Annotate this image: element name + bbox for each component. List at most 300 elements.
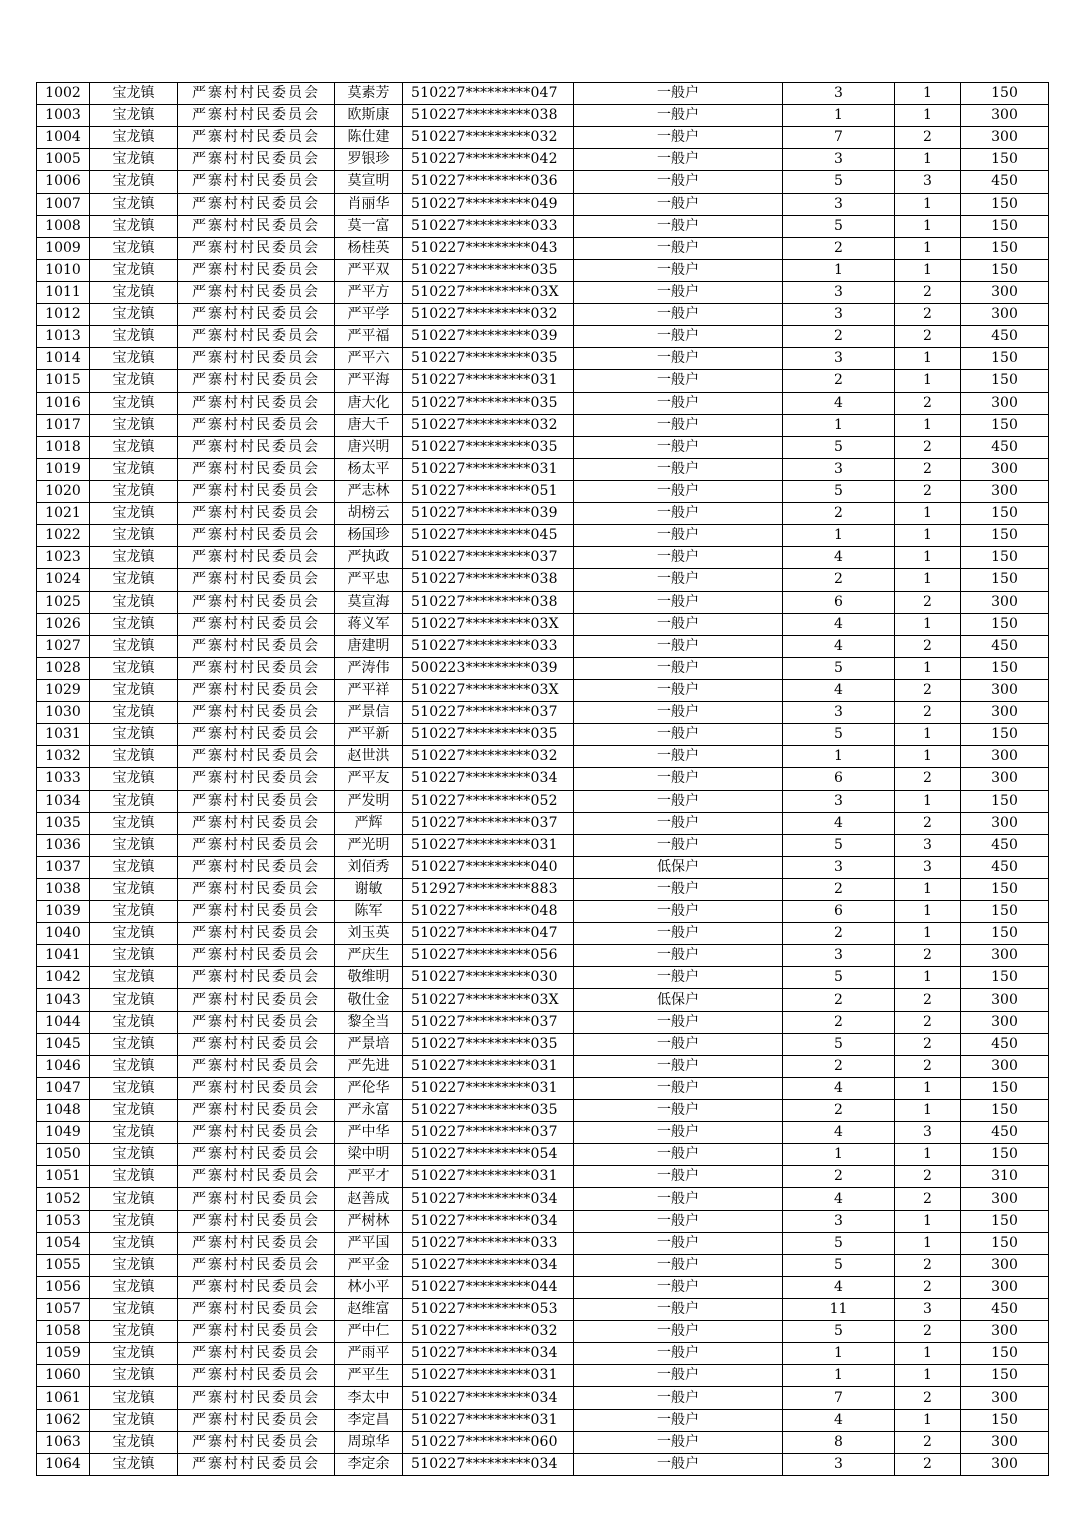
household-type-cell: 低保户	[574, 856, 783, 878]
amount-cell: 150	[961, 193, 1049, 215]
town-cell: 宝龙镇	[90, 790, 178, 812]
town-cell: 宝龙镇	[90, 657, 178, 679]
idcard-cell: 510227*********037	[403, 702, 574, 724]
family-size-cell: 3	[783, 193, 895, 215]
subsidy-count-cell: 1	[895, 193, 961, 215]
table-row	[37, 702, 1049, 724]
amount-cell: 450	[961, 171, 1049, 193]
village-cell: 严寨村村民委员会	[178, 149, 335, 171]
subsidy-count-cell: 1	[895, 1343, 961, 1365]
subsidy-count-cell: 1	[895, 1077, 961, 1099]
amount-cell: 150	[961, 1144, 1049, 1166]
village-cell: 严寨村村民委员会	[178, 547, 335, 569]
idcard-cell: 510227*********03X	[403, 613, 574, 635]
amount-cell: 150	[961, 1343, 1049, 1365]
name-cell: 刘玉英	[335, 923, 403, 945]
household-type-cell: 一般户	[574, 1299, 783, 1321]
town-cell: 宝龙镇	[90, 1431, 178, 1453]
amount-cell: 450	[961, 635, 1049, 657]
town-cell: 宝龙镇	[90, 1055, 178, 1077]
name-cell: 林小平	[335, 1276, 403, 1298]
seq-cell: 1022	[37, 525, 90, 547]
household-type-cell: 一般户	[574, 1431, 783, 1453]
table-row	[37, 480, 1049, 502]
town-cell: 宝龙镇	[90, 237, 178, 259]
household-type-cell: 一般户	[574, 1144, 783, 1166]
subsidy-count-cell: 1	[895, 348, 961, 370]
seq-cell: 1050	[37, 1144, 90, 1166]
town-cell: 宝龙镇	[90, 679, 178, 701]
idcard-cell: 510227*********047	[403, 83, 574, 105]
name-cell: 严景信	[335, 702, 403, 724]
subsidy-count-cell: 2	[895, 1254, 961, 1276]
table-row	[37, 1188, 1049, 1210]
idcard-cell: 510227*********034	[403, 1188, 574, 1210]
town-cell: 宝龙镇	[90, 1409, 178, 1431]
seq-cell: 1010	[37, 259, 90, 281]
name-cell: 谢敏	[335, 878, 403, 900]
amount-cell: 300	[961, 1453, 1049, 1475]
town-cell: 宝龙镇	[90, 834, 178, 856]
name-cell: 严景培	[335, 1033, 403, 1055]
family-size-cell: 5	[783, 657, 895, 679]
village-cell: 严寨村村民委员会	[178, 193, 335, 215]
seq-cell: 1059	[37, 1343, 90, 1365]
name-cell: 赵世洪	[335, 746, 403, 768]
subsidy-count-cell: 1	[895, 724, 961, 746]
village-cell: 严寨村村民委员会	[178, 812, 335, 834]
subsidy-count-cell: 2	[895, 768, 961, 790]
family-size-cell: 4	[783, 1276, 895, 1298]
village-cell: 严寨村村民委员会	[178, 392, 335, 414]
household-type-cell: 一般户	[574, 923, 783, 945]
amount-cell: 450	[961, 856, 1049, 878]
town-cell: 宝龙镇	[90, 1365, 178, 1387]
town-cell: 宝龙镇	[90, 1453, 178, 1475]
idcard-cell: 510227*********035	[403, 1033, 574, 1055]
subsidy-count-cell: 1	[895, 1365, 961, 1387]
name-cell: 杨国珍	[335, 525, 403, 547]
town-cell: 宝龙镇	[90, 768, 178, 790]
idcard-cell: 510227*********037	[403, 1011, 574, 1033]
amount-cell: 150	[961, 259, 1049, 281]
table-row	[37, 967, 1049, 989]
subsidy-count-cell: 1	[895, 525, 961, 547]
town-cell: 宝龙镇	[90, 591, 178, 613]
seq-cell: 1021	[37, 503, 90, 525]
village-cell: 严寨村村民委员会	[178, 834, 335, 856]
town-cell: 宝龙镇	[90, 149, 178, 171]
amount-cell: 310	[961, 1166, 1049, 1188]
table-row	[37, 326, 1049, 348]
village-cell: 严寨村村民委员会	[178, 635, 335, 657]
name-cell: 严平才	[335, 1166, 403, 1188]
household-type-cell: 一般户	[574, 834, 783, 856]
idcard-cell: 510227*********035	[403, 392, 574, 414]
name-cell: 罗银珍	[335, 149, 403, 171]
household-type-cell: 一般户	[574, 1100, 783, 1122]
table-row	[37, 370, 1049, 392]
idcard-cell: 510227*********032	[403, 414, 574, 436]
subsidy-count-cell: 1	[895, 370, 961, 392]
subsidy-count-cell: 2	[895, 458, 961, 480]
amount-cell: 300	[961, 458, 1049, 480]
household-type-cell: 一般户	[574, 613, 783, 635]
household-type-cell: 一般户	[574, 724, 783, 746]
seq-cell: 1037	[37, 856, 90, 878]
subsidy-count-cell: 1	[895, 414, 961, 436]
idcard-cell: 510227*********037	[403, 547, 574, 569]
subsidy-count-cell: 1	[895, 790, 961, 812]
table-row	[37, 259, 1049, 281]
idcard-cell: 510227*********038	[403, 569, 574, 591]
amount-cell: 150	[961, 657, 1049, 679]
table-row	[37, 923, 1049, 945]
idcard-cell: 510227*********032	[403, 304, 574, 326]
idcard-cell: 510227*********031	[403, 1166, 574, 1188]
name-cell: 严平学	[335, 304, 403, 326]
subsidy-count-cell: 1	[895, 215, 961, 237]
idcard-cell: 510227*********045	[403, 525, 574, 547]
name-cell: 严先进	[335, 1055, 403, 1077]
family-size-cell: 5	[783, 724, 895, 746]
household-type-cell: 一般户	[574, 215, 783, 237]
town-cell: 宝龙镇	[90, 1144, 178, 1166]
seq-cell: 1014	[37, 348, 90, 370]
idcard-cell: 510227*********034	[403, 1210, 574, 1232]
name-cell: 黎全当	[335, 1011, 403, 1033]
household-type-cell: 一般户	[574, 259, 783, 281]
family-size-cell: 5	[783, 215, 895, 237]
table-row	[37, 1033, 1049, 1055]
idcard-cell: 512927*********883	[403, 878, 574, 900]
amount-cell: 300	[961, 392, 1049, 414]
amount-cell: 150	[961, 83, 1049, 105]
amount-cell: 300	[961, 304, 1049, 326]
name-cell: 严平忠	[335, 569, 403, 591]
household-type-cell: 一般户	[574, 679, 783, 701]
table-row	[37, 304, 1049, 326]
family-size-cell: 2	[783, 370, 895, 392]
name-cell: 严平国	[335, 1232, 403, 1254]
idcard-cell: 510227*********053	[403, 1299, 574, 1321]
subsidy-count-cell: 1	[895, 149, 961, 171]
household-type-cell: 一般户	[574, 1365, 783, 1387]
village-cell: 严寨村村民委员会	[178, 679, 335, 701]
subsidy-count-cell: 2	[895, 480, 961, 502]
amount-cell: 300	[961, 746, 1049, 768]
household-type-cell: 一般户	[574, 304, 783, 326]
amount-cell: 150	[961, 878, 1049, 900]
family-size-cell: 1	[783, 414, 895, 436]
seq-cell: 1030	[37, 702, 90, 724]
household-type-cell: 一般户	[574, 746, 783, 768]
seq-cell: 1048	[37, 1100, 90, 1122]
name-cell: 唐建明	[335, 635, 403, 657]
name-cell: 严平生	[335, 1365, 403, 1387]
amount-cell: 300	[961, 1254, 1049, 1276]
town-cell: 宝龙镇	[90, 1387, 178, 1409]
family-size-cell: 6	[783, 768, 895, 790]
seq-cell: 1064	[37, 1453, 90, 1475]
table-row	[37, 1453, 1049, 1475]
name-cell: 欧斯康	[335, 105, 403, 127]
amount-cell: 150	[961, 901, 1049, 923]
subsidy-count-cell: 2	[895, 1321, 961, 1343]
idcard-cell: 510227*********031	[403, 1055, 574, 1077]
amount-cell: 300	[961, 1276, 1049, 1298]
household-type-cell: 一般户	[574, 127, 783, 149]
town-cell: 宝龙镇	[90, 1299, 178, 1321]
family-size-cell: 5	[783, 1232, 895, 1254]
village-cell: 严寨村村民委员会	[178, 1299, 335, 1321]
seq-cell: 1053	[37, 1210, 90, 1232]
household-type-cell: 一般户	[574, 1232, 783, 1254]
seq-cell: 1024	[37, 569, 90, 591]
subsidy-count-cell: 2	[895, 591, 961, 613]
village-cell: 严寨村村民委员会	[178, 171, 335, 193]
idcard-cell: 510227*********060	[403, 1431, 574, 1453]
amount-cell: 450	[961, 1299, 1049, 1321]
subsidy-count-cell: 2	[895, 1033, 961, 1055]
amount-cell: 150	[961, 790, 1049, 812]
name-cell: 胡榜云	[335, 503, 403, 525]
name-cell: 严平友	[335, 768, 403, 790]
subsidy-count-cell: 2	[895, 702, 961, 724]
household-type-cell: 一般户	[574, 657, 783, 679]
idcard-cell: 510227*********040	[403, 856, 574, 878]
household-type-cell: 一般户	[574, 1453, 783, 1475]
family-size-cell: 4	[783, 635, 895, 657]
subsidy-count-cell: 3	[895, 834, 961, 856]
amount-cell: 150	[961, 149, 1049, 171]
seq-cell: 1018	[37, 436, 90, 458]
town-cell: 宝龙镇	[90, 370, 178, 392]
subsidy-count-cell: 2	[895, 1055, 961, 1077]
village-cell: 严寨村村民委员会	[178, 923, 335, 945]
idcard-cell: 510227*********032	[403, 746, 574, 768]
seq-cell: 1019	[37, 458, 90, 480]
subsidy-count-cell: 2	[895, 812, 961, 834]
subsidy-count-cell: 1	[895, 878, 961, 900]
table-row	[37, 127, 1049, 149]
household-type-cell: 一般户	[574, 149, 783, 171]
town-cell: 宝龙镇	[90, 480, 178, 502]
amount-cell: 300	[961, 105, 1049, 127]
village-cell: 严寨村村民委员会	[178, 259, 335, 281]
name-cell: 严伦华	[335, 1077, 403, 1099]
household-type-cell: 一般户	[574, 370, 783, 392]
table-row	[37, 281, 1049, 303]
family-size-cell: 5	[783, 171, 895, 193]
village-cell: 严寨村村民委员会	[178, 1254, 335, 1276]
idcard-cell: 510227*********033	[403, 1232, 574, 1254]
amount-cell: 150	[961, 724, 1049, 746]
household-type-cell: 一般户	[574, 945, 783, 967]
household-type-cell: 一般户	[574, 901, 783, 923]
seq-cell: 1013	[37, 326, 90, 348]
name-cell: 莫素芳	[335, 83, 403, 105]
subsidy-count-cell: 1	[895, 1409, 961, 1431]
family-size-cell: 7	[783, 1387, 895, 1409]
idcard-cell: 510227*********032	[403, 1321, 574, 1343]
family-size-cell: 4	[783, 1122, 895, 1144]
table-row	[37, 1365, 1049, 1387]
town-cell: 宝龙镇	[90, 923, 178, 945]
name-cell: 敬维明	[335, 967, 403, 989]
village-cell: 严寨村村民委员会	[178, 370, 335, 392]
village-cell: 严寨村村民委员会	[178, 348, 335, 370]
table-row	[37, 1144, 1049, 1166]
seq-cell: 1027	[37, 635, 90, 657]
village-cell: 严寨村村民委员会	[178, 1276, 335, 1298]
name-cell: 莫宣明	[335, 171, 403, 193]
table-row	[37, 547, 1049, 569]
idcard-cell: 510227*********048	[403, 901, 574, 923]
table-row	[37, 1077, 1049, 1099]
village-cell: 严寨村村民委员会	[178, 702, 335, 724]
name-cell: 严发明	[335, 790, 403, 812]
seq-cell: 1038	[37, 878, 90, 900]
idcard-cell: 510227*********054	[403, 1144, 574, 1166]
name-cell: 周琼华	[335, 1431, 403, 1453]
seq-cell: 1051	[37, 1166, 90, 1188]
seq-cell: 1012	[37, 304, 90, 326]
subsidy-count-cell: 1	[895, 503, 961, 525]
name-cell: 刘佰秀	[335, 856, 403, 878]
seq-cell: 1005	[37, 149, 90, 171]
table-row	[37, 834, 1049, 856]
seq-cell: 1015	[37, 370, 90, 392]
name-cell: 唐大千	[335, 414, 403, 436]
town-cell: 宝龙镇	[90, 1210, 178, 1232]
idcard-cell: 510227*********034	[403, 768, 574, 790]
amount-cell: 150	[961, 923, 1049, 945]
household-type-cell: 一般户	[574, 171, 783, 193]
table-row	[37, 1011, 1049, 1033]
name-cell: 李定昌	[335, 1409, 403, 1431]
seq-cell: 1035	[37, 812, 90, 834]
seq-cell: 1045	[37, 1033, 90, 1055]
village-cell: 严寨村村民委员会	[178, 1387, 335, 1409]
family-size-cell: 4	[783, 1188, 895, 1210]
town-cell: 宝龙镇	[90, 1033, 178, 1055]
family-size-cell: 3	[783, 149, 895, 171]
subsidy-count-cell: 1	[895, 1144, 961, 1166]
table-row	[37, 1100, 1049, 1122]
town-cell: 宝龙镇	[90, 304, 178, 326]
name-cell: 敬仕金	[335, 989, 403, 1011]
amount-cell: 150	[961, 414, 1049, 436]
household-type-cell: 一般户	[574, 547, 783, 569]
subsidy-count-cell: 2	[895, 1431, 961, 1453]
table-row	[37, 503, 1049, 525]
idcard-cell: 510227*********031	[403, 1077, 574, 1099]
table-row	[37, 458, 1049, 480]
family-size-cell: 1	[783, 259, 895, 281]
name-cell: 严平方	[335, 281, 403, 303]
idcard-cell: 510227*********039	[403, 503, 574, 525]
household-type-cell: 一般户	[574, 1166, 783, 1188]
name-cell: 严庆生	[335, 945, 403, 967]
table-row	[37, 149, 1049, 171]
town-cell: 宝龙镇	[90, 1011, 178, 1033]
family-size-cell: 6	[783, 591, 895, 613]
subsidy-count-cell: 2	[895, 1011, 961, 1033]
village-cell: 严寨村村民委员会	[178, 613, 335, 635]
family-size-cell: 4	[783, 812, 895, 834]
household-type-cell: 一般户	[574, 1276, 783, 1298]
family-size-cell: 1	[783, 105, 895, 127]
seq-cell: 1006	[37, 171, 90, 193]
amount-cell: 150	[961, 525, 1049, 547]
village-cell: 严寨村村民委员会	[178, 1365, 335, 1387]
idcard-cell: 510227*********034	[403, 1453, 574, 1475]
idcard-cell: 510227*********033	[403, 635, 574, 657]
subsidy-count-cell: 2	[895, 127, 961, 149]
table-row	[37, 1321, 1049, 1343]
household-type-cell: 一般户	[574, 1033, 783, 1055]
seq-cell: 1039	[37, 901, 90, 923]
subsidy-count-cell: 1	[895, 901, 961, 923]
family-size-cell: 4	[783, 392, 895, 414]
idcard-cell: 510227*********049	[403, 193, 574, 215]
subsidy-count-cell: 1	[895, 923, 961, 945]
amount-cell: 300	[961, 1055, 1049, 1077]
subsidy-count-cell: 1	[895, 746, 961, 768]
subsidy-count-cell: 1	[895, 83, 961, 105]
town-cell: 宝龙镇	[90, 414, 178, 436]
seq-cell: 1003	[37, 105, 90, 127]
amount-cell: 150	[961, 237, 1049, 259]
table-row	[37, 1431, 1049, 1453]
family-size-cell: 3	[783, 1453, 895, 1475]
family-size-cell: 5	[783, 1321, 895, 1343]
village-cell: 严寨村村民委员会	[178, 790, 335, 812]
town-cell: 宝龙镇	[90, 259, 178, 281]
subsidy-count-cell: 2	[895, 304, 961, 326]
idcard-cell: 510227*********035	[403, 436, 574, 458]
subsidy-count-cell: 2	[895, 281, 961, 303]
idcard-cell: 510227*********037	[403, 812, 574, 834]
seq-cell: 1004	[37, 127, 90, 149]
subsidy-count-cell: 2	[895, 989, 961, 1011]
name-cell: 莫宣海	[335, 591, 403, 613]
subsidy-count-cell: 3	[895, 856, 961, 878]
amount-cell: 150	[961, 1100, 1049, 1122]
table-row	[37, 790, 1049, 812]
town-cell: 宝龙镇	[90, 1188, 178, 1210]
idcard-cell: 510227*********052	[403, 790, 574, 812]
table-row	[37, 414, 1049, 436]
seq-cell: 1011	[37, 281, 90, 303]
table-row	[37, 1055, 1049, 1077]
family-size-cell: 3	[783, 945, 895, 967]
subsidy-count-cell: 2	[895, 945, 961, 967]
family-size-cell: 4	[783, 679, 895, 701]
seq-cell: 1044	[37, 1011, 90, 1033]
subsidy-count-cell: 2	[895, 679, 961, 701]
amount-cell: 150	[961, 215, 1049, 237]
idcard-cell: 510227*********047	[403, 923, 574, 945]
town-cell: 宝龙镇	[90, 193, 178, 215]
name-cell: 蒋义军	[335, 613, 403, 635]
name-cell: 严平金	[335, 1254, 403, 1276]
idcard-cell: 510227*********031	[403, 1365, 574, 1387]
village-cell: 严寨村村民委员会	[178, 1144, 335, 1166]
household-type-cell: 一般户	[574, 967, 783, 989]
village-cell: 严寨村村民委员会	[178, 901, 335, 923]
